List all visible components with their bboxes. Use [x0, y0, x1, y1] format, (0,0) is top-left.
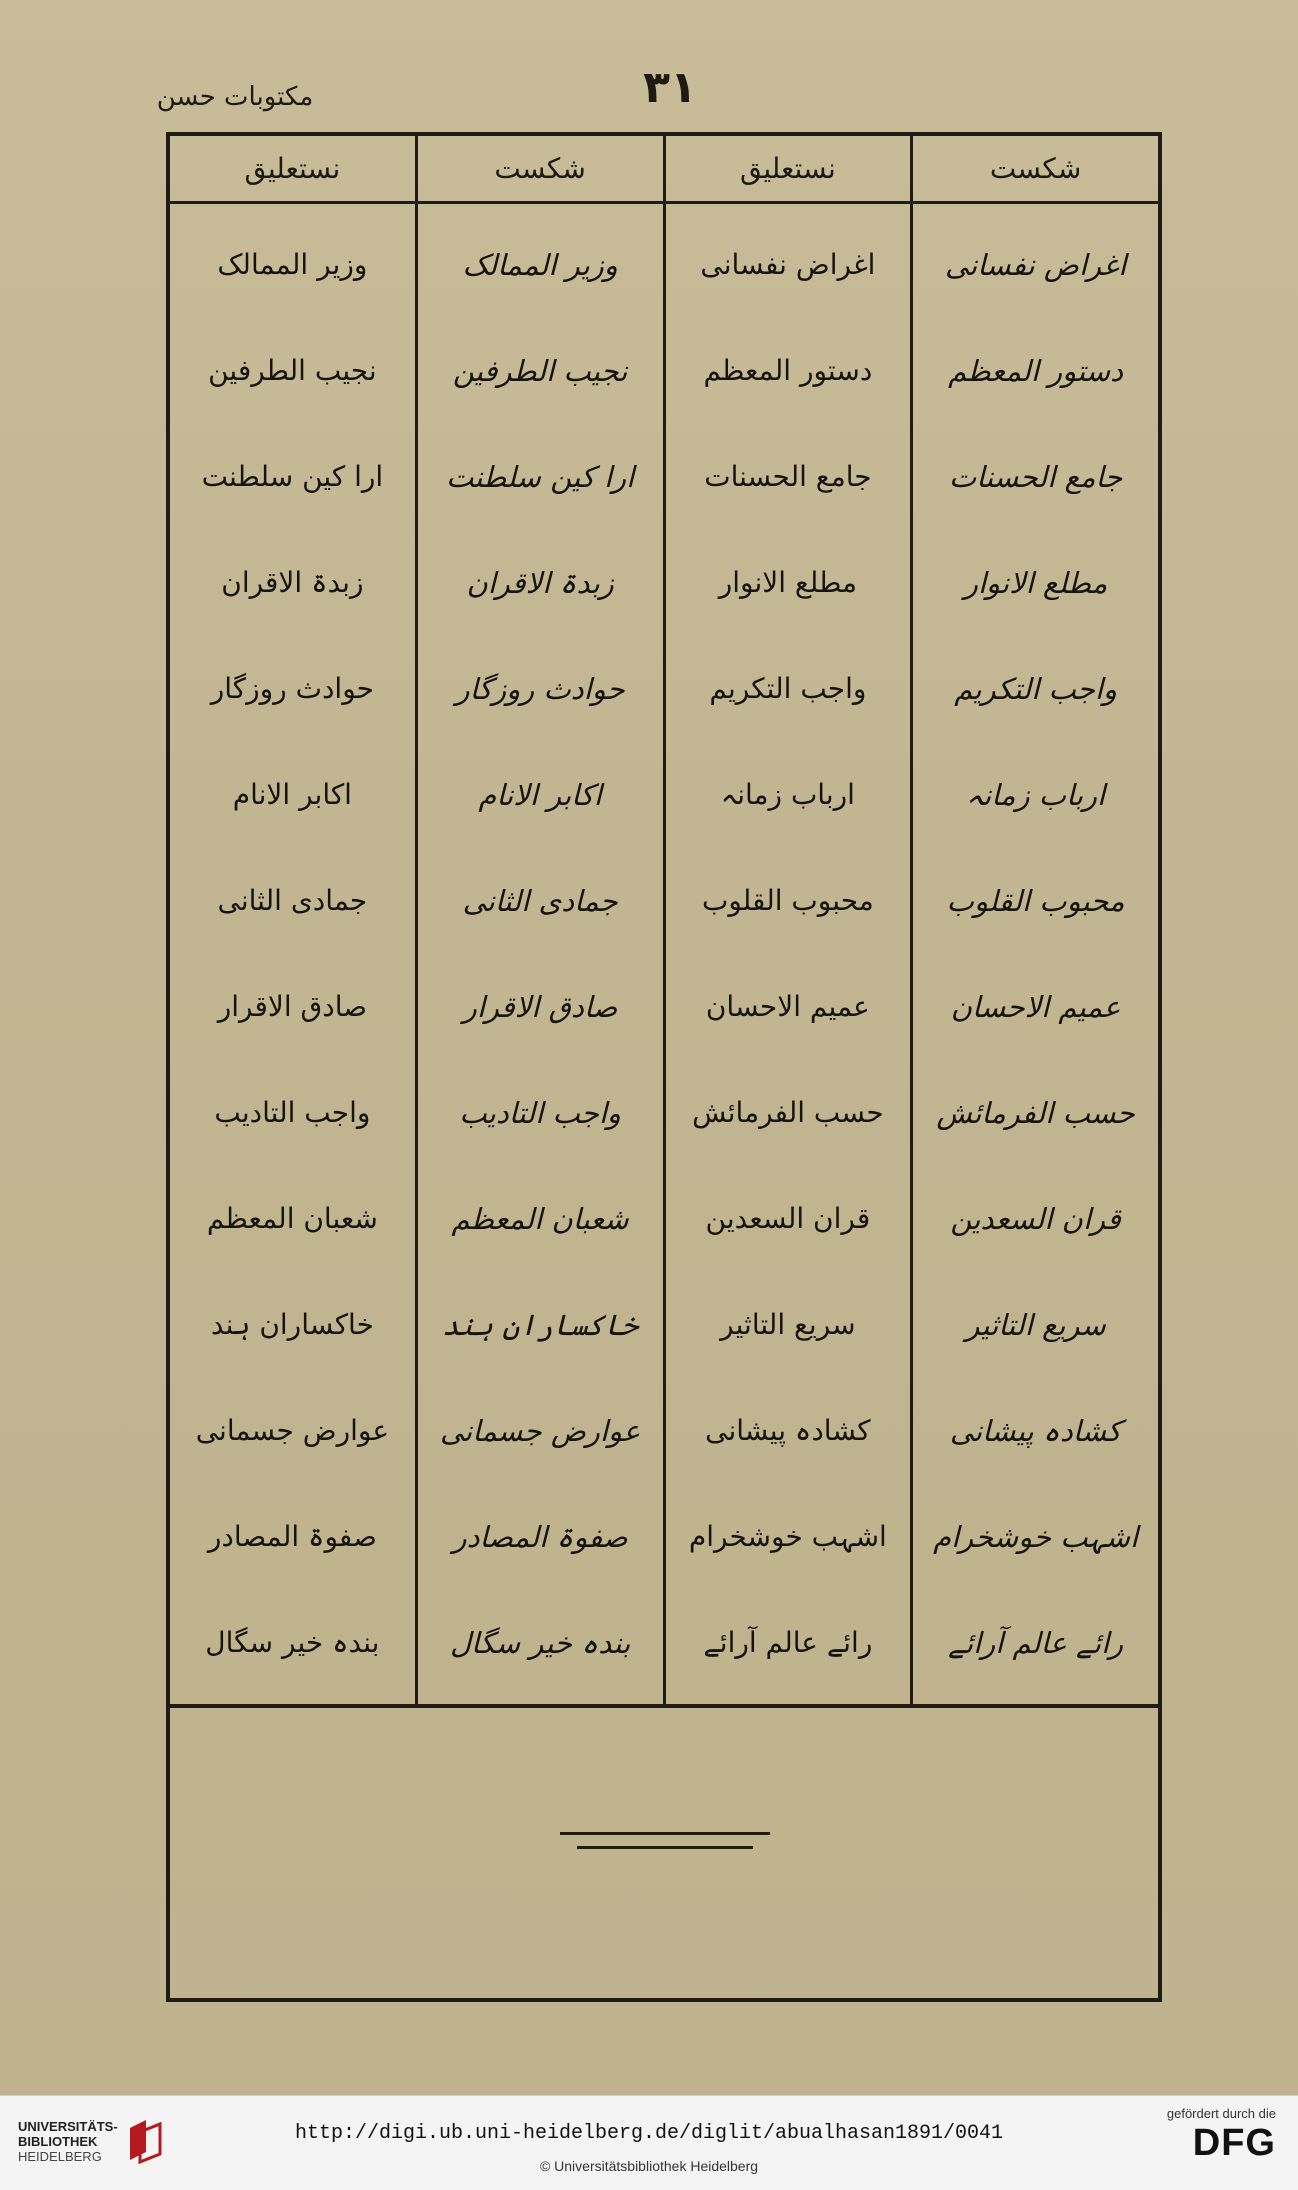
column-body: [170, 204, 415, 1704]
table-cell: زبدۃ الاقران: [466, 565, 614, 600]
column-header: شکست: [913, 136, 1158, 204]
table-cell: عوارض جسمانی: [195, 1414, 390, 1448]
table-cell: کشادہ پیشانی: [705, 1414, 871, 1448]
column-4: [170, 136, 415, 1704]
table-cell: شعبان المعظم: [451, 1201, 629, 1236]
table-cell: عوارض جسمانی: [439, 1413, 641, 1448]
table-cell: سریع التاثیر: [965, 1307, 1106, 1342]
page-number: ۳۱: [643, 62, 697, 113]
column-header: شکست: [418, 136, 663, 204]
table-cell: خاکساران ہند: [210, 1308, 374, 1342]
library-name-line2: BIBLIOTHEK: [18, 2133, 98, 2149]
column-body: [418, 204, 663, 1704]
table-cell: صادق الاقرار: [462, 989, 618, 1024]
table-cell: بندہ خیر سگال: [449, 1625, 631, 1660]
table-cell: دستور المعظم: [948, 353, 1124, 388]
library-name-line1: UNIVERSITÄTS-: [18, 2118, 118, 2134]
table-cell: اشہب خوشخرام: [688, 1520, 887, 1554]
page-frame: [166, 132, 1162, 2002]
table-cell: جمادی الثانی: [217, 884, 368, 918]
table-cell: محبوب القلوب: [701, 884, 874, 918]
column-body: [913, 204, 1158, 1704]
table-cell: نجیب الطرفین: [208, 354, 377, 388]
table-cell: اکابر الانام: [232, 778, 352, 812]
column-3: [415, 136, 663, 1704]
table-cell: جامع الحسنات: [704, 460, 872, 494]
table-cell: واجب التکریم: [954, 671, 1117, 706]
table-cell: جامع الحسنات: [948, 459, 1123, 494]
table-cell: ارا کین سلطنت: [201, 460, 384, 494]
table-cell: نجیب الطرفین: [452, 353, 628, 388]
table-cell: زبدۃ الاقران: [221, 566, 364, 600]
table-cell: دستور المعظم: [703, 354, 873, 388]
table-cell: حوادث روزگار: [455, 671, 625, 706]
library-name-line3: HEIDELBERG: [18, 2148, 102, 2164]
table-cell: مطلع الانوار: [963, 565, 1108, 600]
table-cell: قران السعدین: [705, 1202, 871, 1236]
table-cell: قران السعدین: [950, 1201, 1121, 1236]
table-cell: حوادث روزگار: [210, 672, 374, 706]
running-title: مکتوبات حسن: [156, 82, 314, 112]
table-cell: جمادی الثانی: [462, 883, 618, 918]
table-cell: شعبان المعظم: [206, 1202, 378, 1236]
table-cell: اغراض نفسانی: [945, 247, 1127, 282]
table-cell: سریع التاثیر: [720, 1308, 856, 1342]
table-cell: اشہب خوشخرام: [933, 1519, 1139, 1554]
column-2: [663, 136, 911, 1704]
table-cell: واجب التادیب: [459, 1095, 621, 1130]
table-cell: کشادہ پیشانی: [949, 1413, 1122, 1448]
table-cell: محبوب القلوب: [946, 883, 1125, 918]
table-cell: ارباب زمانہ: [720, 778, 855, 812]
table-cell: حسب الفرمائش: [692, 1096, 884, 1130]
table-cell: عمیم الاحسان: [705, 990, 870, 1024]
copyright-notice: © Universitätsbibliothek Heidelberg: [539, 2158, 759, 2174]
double-rule-divider: [560, 1832, 770, 1852]
column-header: نستعلیق: [170, 136, 415, 204]
table-cell: بندہ خیر سگال: [205, 1626, 380, 1660]
table-cell: واجب التادیب: [214, 1096, 371, 1130]
table-cell: حسب الفرمائش: [936, 1095, 1135, 1130]
table-cell: مطلع الانوار: [718, 566, 858, 600]
table-cell: صفوۃ المصادر: [452, 1519, 628, 1554]
dfg-logo[interactable]: DFG: [1192, 2122, 1276, 2164]
table-cell: ارا کین سلطنت: [446, 459, 635, 494]
table-cell: رائے عالم آرائے: [948, 1625, 1124, 1660]
permalink-url[interactable]: http://digi.ub.uni-heidelberg.de/diglit/abualhasan1891/0041: [294, 2122, 1004, 2145]
column-body: [666, 204, 911, 1704]
calligraphy-table: [170, 136, 1158, 1708]
table-cell: اکابر الانام: [478, 777, 602, 812]
column-header: نستعلیق: [666, 136, 911, 204]
table-cell: خاکساران ہند: [442, 1307, 639, 1342]
funder-block: [1167, 2106, 1276, 2165]
table-cell: وزیر الممالک: [462, 247, 618, 282]
table-cell: واجب التکریم: [709, 672, 867, 706]
viewer-footer: [0, 2095, 1298, 2190]
funding-note: gefördert durch die: [1166, 2106, 1276, 2121]
table-cell: ارباب زمانہ: [966, 777, 1106, 812]
column-1: [910, 136, 1158, 1704]
table-cell: اغراض نفسانی: [700, 248, 876, 282]
table-cell: رائے عالم آرائے: [703, 1626, 873, 1660]
table-cell: صفوۃ المصادر: [207, 1520, 377, 1554]
table-cell: صادق الاقرار: [217, 990, 368, 1024]
table-cell: وزیر الممالک: [217, 248, 368, 282]
table-cell: عمیم الاحسان: [950, 989, 1121, 1024]
